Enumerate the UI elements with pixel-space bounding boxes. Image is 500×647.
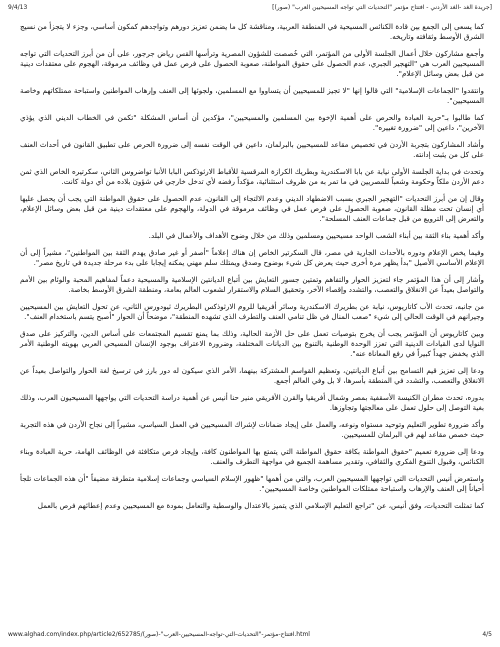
print-header — [8, 4, 492, 16]
paragraph: وقال إن من أبرز التحديات "التهجير الجبري بسبب الاضطهاد الديني وعدم الالتجاء إلى القانون، عدم الحصول على حقوق المواطنة التي يجب أن يحصل عليها أي إنسان تحت مظلة القانون، صعوبة الحصول على فرص عمل في وظائف مرموقة في الدولة، والهجوم على معتقدات دينية من قبل بعض وسائل الإعلام، والتعرض إلى الترويع من قبل جماعات العنف المسلحة". — [20, 194, 484, 223]
paragraph: وفيما يخص الإعلام ودوره بالأحداث الجارية في مصر، قال السكرتير الخاص إن هناك إعلاماً "أصفر أو غير صادق يهدم الثقة بين المواطنين"، مشيراً إلى أن الإعلام الأساسي الأصيل "بدأ يظهر مرة أخرى حيث يعرض كل شيء بوضوح وصدق ويمتلك سلم مهني يمكنه إيجابا على بدء مرحلة جديدة في تاريخ مصر". — [20, 248, 484, 267]
paragraph: من جانبه، تحدث الأب كاتاريوس، نيابة عن بطريرك الاسكندرية وسائر أفريقيا للروم الارثوذكس البطريرك ثيودورس الثاني، عن تحول التعايش بين المسيحيين وجيرانهم في الوقت الحالي إلى شيء "صعب المنال في ظل تنامي العنف والتطرف الذي تشهده المنطقة"، موضحاً أن الحوار "أصبح يتسم باستخدام العنف". — [20, 302, 484, 321]
paragraph: ودعا إلى ضرورة تعميم "حقوق المواطنة بكافة حقوق المواطنة التي يتمتع بها المواطنون كافة، وإيجاد فرص متكافئة في الوظائف الهامة، حرية العبادة وبناء الكنائس، وقبول التنوع الفكري والثقافي، وتقدير مساهمة الجميع في مواجهة التطرف والعنف. — [20, 447, 484, 466]
paragraph: كما يسعى إلى الجمع بين قادة الكنائس المسيحية في المنطقة العربية، ومناقشة كل ما يضمن تعزيز دورهم وتواجدهم كمكون أساسي، وجزء لا يتجزأ من نسيج الشرق الأوسط وثقافته وتاريخه. — [20, 22, 484, 41]
paragraph: وأكد أهمية بناء الثقة بين أبناء الشعب الواحد مسيحيين ومسلمين وذلك من خلال وضوح الأهداف والأعمال في البلد. — [148, 231, 484, 240]
paragraph: واستعرض أنيس التحديات التي تواجهها المسيحيين العرب، والتي من أهمها "ظهور الإسلام السياسي وجماعات إسلامية متطرفة مضيفاً "أن هذه الجماعات تلجأ أحياناً إلى العنف والإرهاب واستباحة ممتلكات المواطنين وخاصة المسيحيين". — [20, 474, 484, 493]
paragraph: وانتقدوا "الجماعات الإسلامية" التي قالوا إنها "لا تجيز للمسيحيين أن يتساووا مع المسلمين، ولجوئها إلى العنف وإرهاب المواطنين واستباحة ممتلكاتهم وخاصة المسيحيين". — [20, 86, 484, 105]
paragraph: وأشاد المشاركون بتجربة الأردن في تخصيص مقاعد للمسيحيين بالبرلمان، داعين في الوقت نفسه إلى ضرورة الحرص على تطبيق القانون في أحداث العنف على كل من يثبت إدانته. — [20, 140, 484, 159]
paragraph: بدوره، تحدث مطران الكنيسة الأسقفية بمصر وشمال أفريقيا والقرن الأفريقي منير حنا أنيس عن أهمية دراسة التحديات التي يواجهها المسيحيون العرب، وذلك بغية التوصل إلى حلول تعمل على معالجتها وتجاوزها. — [20, 393, 484, 412]
print-date: 9/4/13 — [8, 4, 28, 11]
article-body — [20, 22, 484, 623]
page-title: [جريدة الغد -الغد الأردني - افتتاح مؤتمر "التحديات التي تواجه المسيحيين العرب" (صور)] — [272, 4, 492, 11]
page-url: www.alghad.com/index.php/article2/652785/افتتاح-مؤتمر-"التحديات-التي-تواجه-المسيحيين-العرب"-(صور).html — [8, 631, 310, 638]
paragraph: وأكد ضرورة تطوير التعليم وتوحيد مستواه ونوعه، والعمل على إيجاد ضمانات لإشراك المسيحيين في العمل السياسي، مشيراً إلى نجاح الأردن في هذه التجربة حيث خصص مقاعد لهم في البرلمان للمسيحيين. — [20, 420, 484, 439]
paragraph: وتحدث في بداية الجلسة الأولى نيابة عن بابا الاسكندرية وبطريك الكرازة المرقسية للأقباط الارثوذكس البابا الأنبا تواضروس الثاني، سكرتيره الخاص الذي ثمن دعم الأردن ملكاً وحكومة وشعباً للمصريين في ما تمر به من ظروف استثنائية، مؤكداً رفضه لأي تدخل خارجي في شؤون بلاده من أي دولة كانت. — [20, 167, 484, 186]
paragraph: وأشار إلى أن هذا المؤتمر جاء لتعزيز الحوار والتفاهم وتمتين جسور التعايش بين أتباع الديانتين الإسلامية والمسيحية دعماً لمفاهيم المحبة والوئام بين الأمم والتواصل بعيداً عن الانغلاق والتعصب، والتشدد وإقصاء الآخر، وتحقيق السلام والاستقرار لشعوب العالم بعامة، ومنطقة الشرق الأوسط بخاصة. — [20, 275, 484, 294]
paragraph: كما تمثلت التحديات، وفق أنيس، عن "تراجع التعليم الإسلامي الذي يتميز بالاعتدال والوسطية والتعامل بمودة مع المسيحيين وعدم إعطائهم فرص بالعمل — [37, 501, 484, 510]
paragraph: ودعا إلى تعزيز قيم التسامح بين أتباع الديانتين، وتعظيم القواسم المشتركة بينهما، الأمر الذي سيكون له دور بارز في ترسيخ لغة الحوار والتواصل بعيداً عن الانغلاق والتعصب، والتشدد في المنطقة بأسرها، لا بل وفي العالم أجمع. — [20, 366, 484, 385]
paragraph: وأجمع مشاركون خلال أعمال الجلسة الأولى من المؤتمر، التي خُصصت للشؤون المصرية وترأسها القس رياض جرجور، على أن من أبرز التحديات التي تواجه المسيحيين العرب هي "التهجير الجبري، عدم الحصول على حقوق المواطنة، صعوبة الحصول على فرص عمل في وظائف مرموقة، الهجوم على معتقدات دينية من قبل بعض وسائل الإعلام". — [20, 49, 484, 78]
print-footer — [8, 631, 492, 641]
page-number: 4/5 — [482, 631, 492, 638]
paragraph: كما طالبوا بـ"حرية العبادة والحرص على أهمية الإخوة بين المسلمين والمسيحيين"، مؤكدين أن أساس المشكلة "تكمن في الخطاب الديني الذي يؤذي الآخرين"، داعين إلى "ضرورة تغييره". — [20, 113, 484, 132]
paragraph: وبين كاتاريوس أن المؤتمر يجب أن يخرج بتوصيات تعمل على حل الأزمة الحالية، وذلك بما يمنع تقسيم المجتمعات على أساس الدين، والتركيز على صدق النوايا لدى القيادات الدينية التي تعزز الوحدة الوطنية بالتنوع بين الديانات المختلفة، وضرورة الاعتراف بوجود الإنسان المسيحي العربي بهويته الوطنية الأمر الذي يخفض جهداً كبيراً في رفع المعاناة عنه". — [20, 329, 484, 358]
